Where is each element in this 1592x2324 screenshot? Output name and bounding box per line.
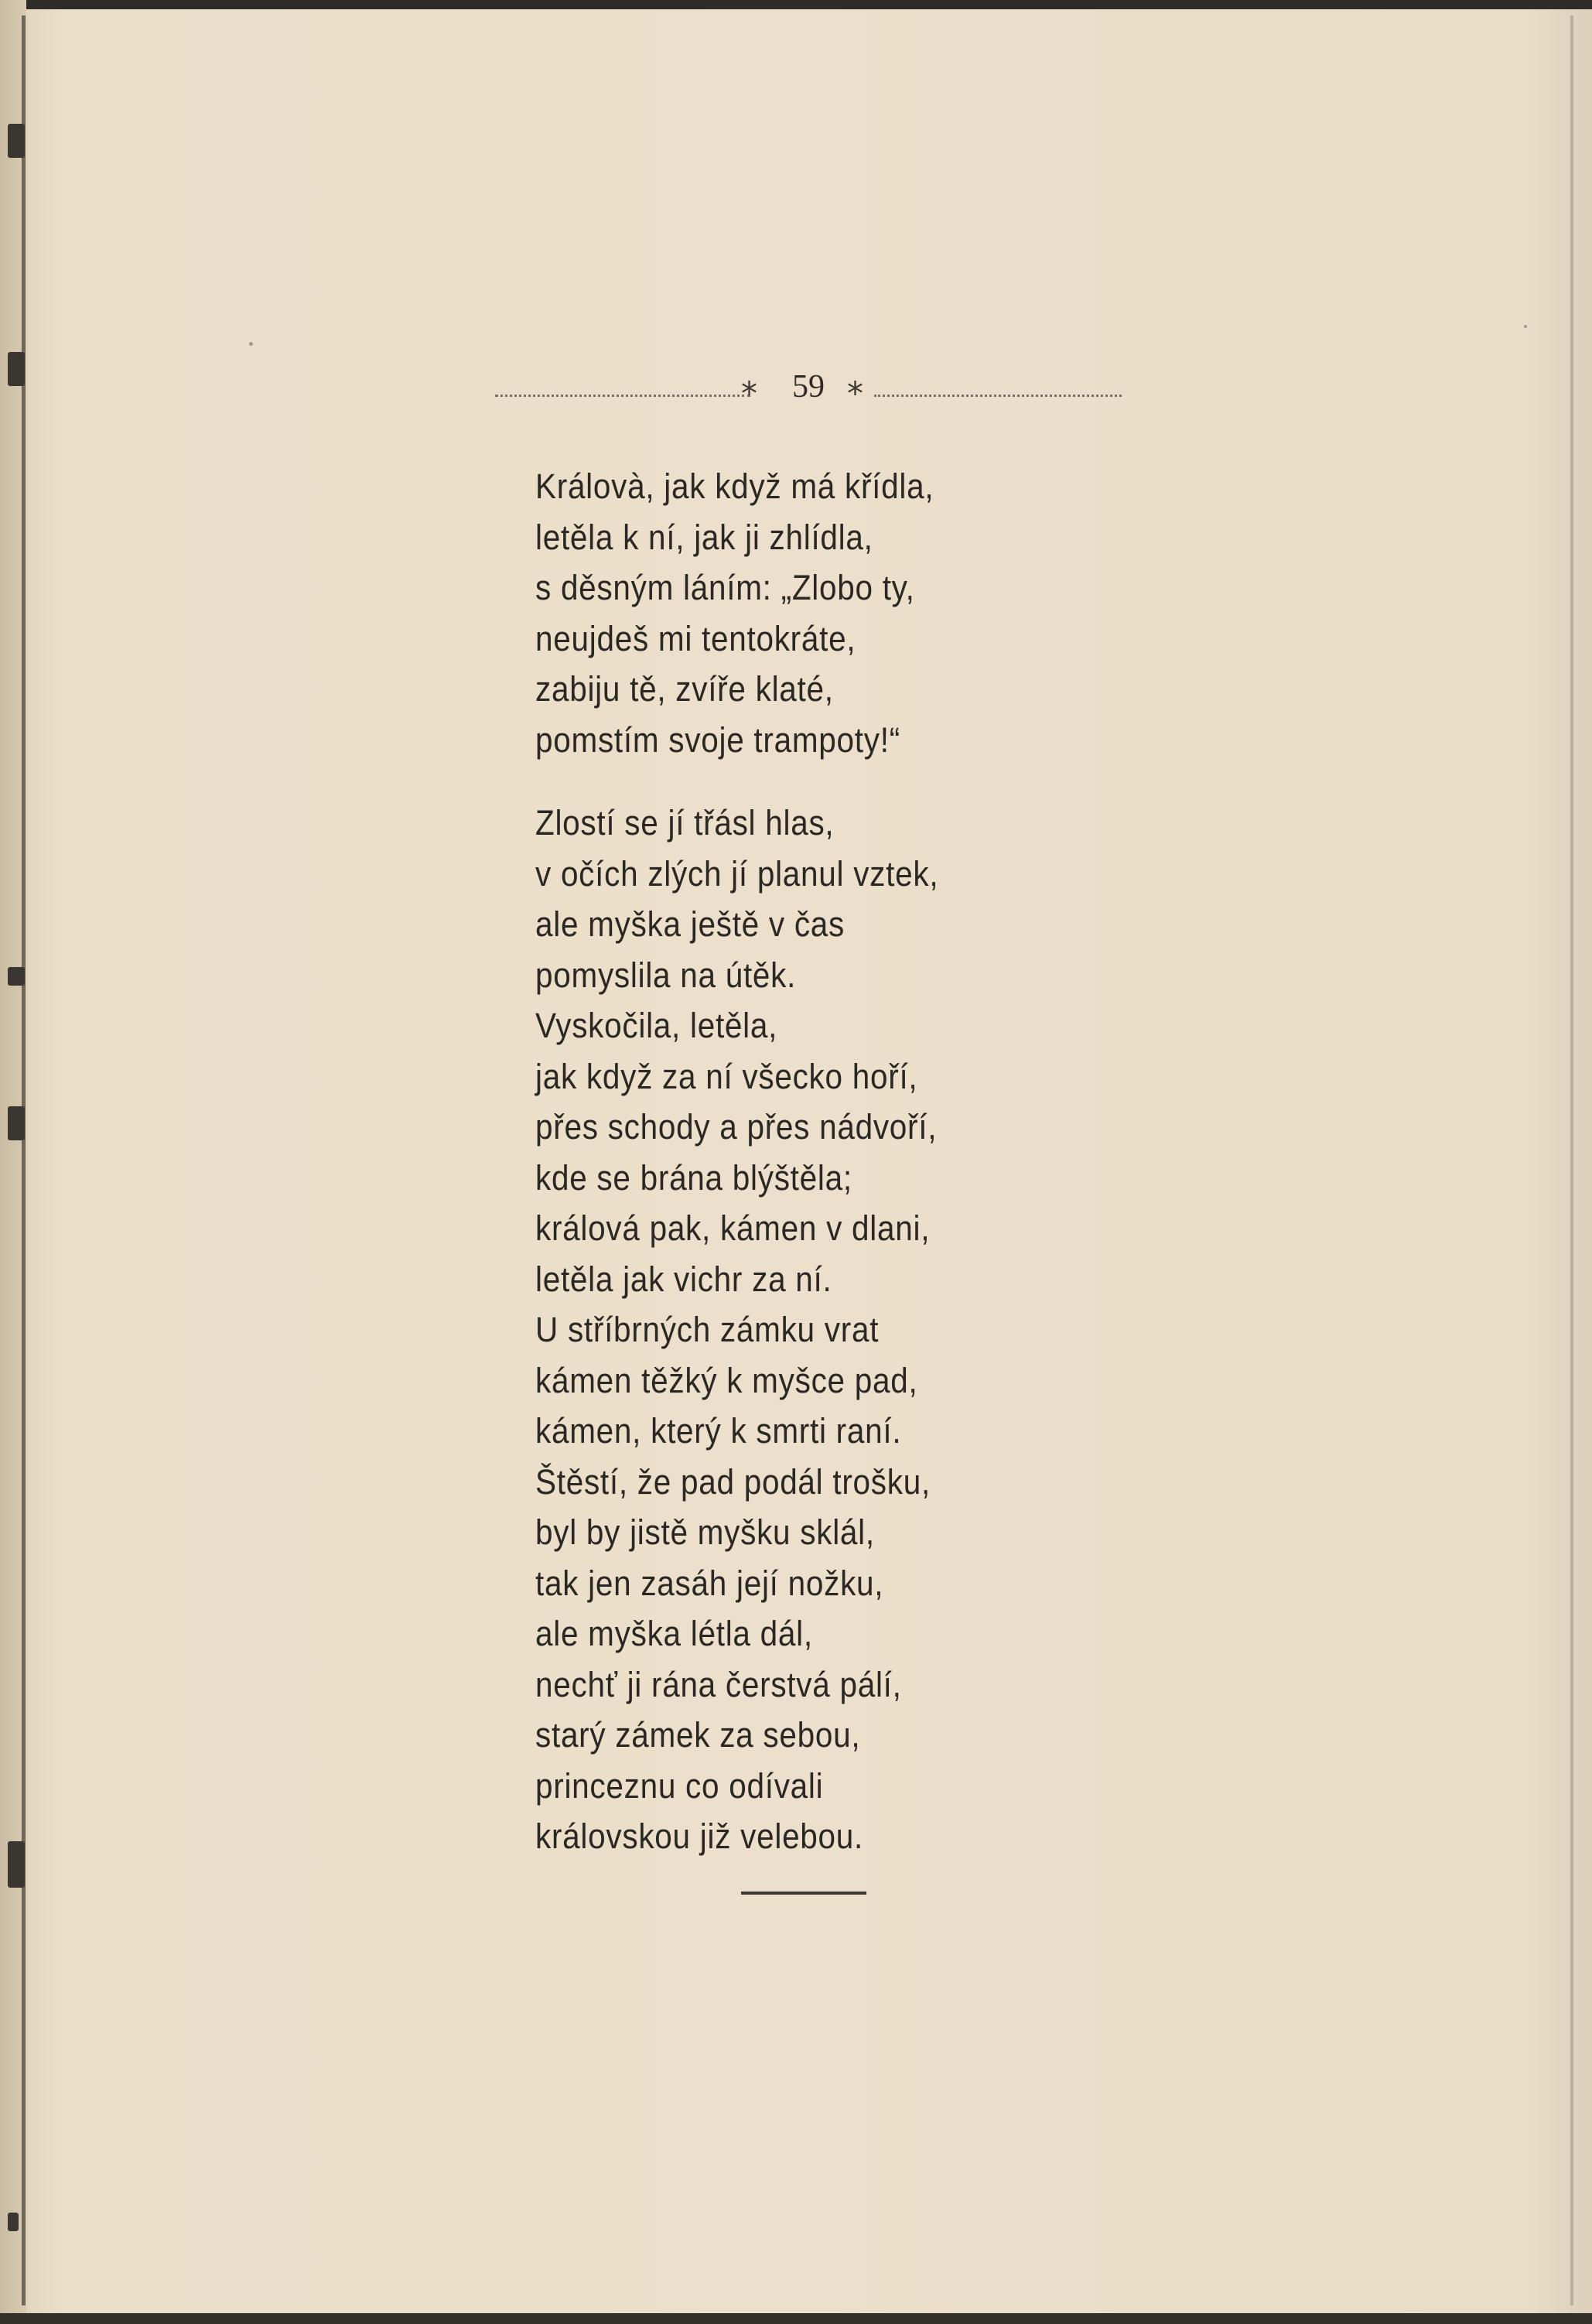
poem-line: U stříbrných zámku vrat — [535, 1310, 880, 1349]
header-dotted-rule — [874, 395, 1122, 397]
poem-line: ale myška létla dál, — [535, 1614, 813, 1653]
poem-line: starý zámek za sebou, — [535, 1715, 861, 1755]
binding-mark — [8, 2213, 19, 2231]
poem-line: královskou již velebou. — [535, 1816, 864, 1856]
page-number: 59 — [792, 369, 825, 405]
scan-top-edge — [0, 0, 1592, 9]
poem-line: v očích zlých jí planul vztek, — [535, 853, 939, 894]
poem-line: letěla jak vichr za ní. — [535, 1259, 832, 1299]
poem-line: s děsným láním: „Zlobo ty, — [535, 568, 915, 607]
poem-line: ale myška ještě v čas — [535, 904, 846, 944]
scan-bottom-edge — [0, 2313, 1592, 2324]
header-star: * — [741, 374, 757, 412]
poem-line: přes schody a přes nádvoří, — [535, 1107, 938, 1147]
paper-speck — [249, 342, 253, 346]
binding-mark — [8, 124, 25, 158]
poem-line: princeznu co odívali — [535, 1765, 824, 1806]
book-binding — [0, 0, 26, 2324]
poem-line: Královà, jak když má křídla, — [535, 467, 934, 506]
poem-line: zabiju tě, zvíře klaté, — [535, 669, 834, 709]
paper-speck — [1524, 325, 1527, 328]
poem-line: králová pak, kámen v dlani, — [535, 1208, 931, 1248]
poem-line: Štěstí, že pad podál trošku, — [535, 1461, 931, 1502]
poem-line: Zlostí se jí třásl hlas, — [535, 803, 835, 842]
binding-mark — [8, 967, 25, 986]
poem-line: kde se brána blýštěla; — [535, 1157, 852, 1198]
poem — [535, 461, 1092, 1862]
poem-line: byl by jistě myšku sklál, — [535, 1512, 875, 1552]
poem-line: pomstím svoje trampoty!“ — [535, 719, 900, 760]
poem-line: kámen, který k smrti raní. — [535, 1411, 902, 1451]
page-header — [495, 364, 1122, 425]
binding-mark — [8, 1106, 25, 1140]
poem-line: tak jen zasáh její nožku, — [535, 1563, 884, 1603]
stanza — [535, 461, 1092, 765]
poem-line: jak když za ní všecko hoří, — [535, 1056, 918, 1096]
stanza — [535, 798, 1092, 1862]
binding-mark — [8, 1841, 25, 1888]
end-rule — [741, 1892, 866, 1895]
poem-line: pomyslila na útěk. — [535, 955, 797, 995]
poem-line: nechť ji rána čerstvá pálí, — [535, 1664, 902, 1704]
page-edge-line — [1570, 15, 1573, 2305]
binding-mark — [8, 352, 25, 386]
poem-line: neujdeš mi tentokráte, — [535, 618, 856, 658]
poem-line: kámen těžký k myšce pad, — [535, 1360, 918, 1400]
poem-line: Vyskočila, letěla, — [535, 1006, 778, 1045]
poem-line: letěla k ní, jak ji zhlídla, — [535, 517, 873, 557]
header-star: * — [847, 374, 863, 412]
